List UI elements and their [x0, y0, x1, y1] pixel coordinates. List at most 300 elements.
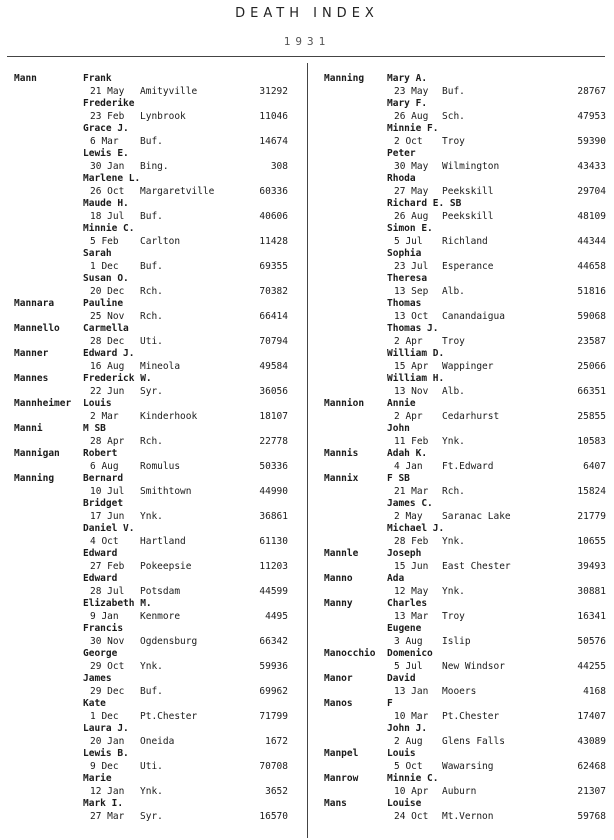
given-name: Mark I. [83, 798, 124, 809]
given-name: Kate [83, 698, 106, 709]
death-place: Pokeepsie [140, 560, 192, 572]
entry-name-line [324, 248, 608, 261]
index-entry [324, 373, 608, 398]
index-entry [14, 723, 302, 748]
entry-detail-line [14, 711, 302, 724]
entry-name-line [14, 98, 302, 111]
index-entry [14, 673, 302, 698]
entry-name-line [14, 498, 302, 511]
certificate-number: 22778 [259, 435, 288, 447]
death-place: Lynbrook [140, 110, 186, 122]
death-place: Ogdensburg [140, 635, 198, 647]
given-name: Richard E. SB [387, 198, 462, 209]
certificate-number: 23587 [577, 335, 606, 347]
death-place: Mineola [140, 360, 181, 372]
certificate-number: 1672 [265, 735, 288, 747]
surname: Mannello [14, 323, 60, 334]
index-entry [14, 373, 302, 398]
certificate-number: 44658 [577, 260, 606, 272]
death-place: Kenmore [140, 610, 181, 622]
surname: Mannix [324, 473, 359, 484]
certificate-number: 14674 [259, 135, 288, 147]
index-entry [14, 73, 302, 98]
given-name: Frank [83, 73, 112, 84]
certificate-number: 6407 [583, 460, 606, 472]
death-place: Pt.Chester [442, 710, 500, 722]
given-name: Elizabeth M. [83, 598, 152, 609]
index-entry [324, 398, 608, 423]
death-place: Uti. [140, 335, 163, 347]
death-place: Cedarhurst [442, 410, 500, 422]
death-place: Ynk. [140, 660, 163, 672]
entry-detail-line [14, 811, 302, 824]
death-place: Saranac Lake [442, 510, 511, 522]
given-name: M SB [83, 423, 106, 434]
death-date: 26 Oct [90, 185, 125, 197]
surname: Mannigan [14, 448, 60, 459]
entry-name-line [14, 173, 302, 186]
death-place: Troy [442, 135, 465, 147]
entry-detail-line [324, 561, 608, 574]
death-place: Rch. [442, 485, 465, 497]
entry-detail-line [324, 761, 608, 774]
certificate-number: 29704 [577, 185, 606, 197]
entry-detail-line [324, 386, 608, 399]
given-name: Minnie F. [387, 123, 439, 134]
index-entry [324, 698, 608, 723]
given-name: Louis [83, 398, 112, 409]
index-entry [14, 123, 302, 148]
certificate-number: 44255 [577, 660, 606, 672]
given-name: Sophia [387, 248, 422, 259]
certificate-number: 40606 [259, 210, 288, 222]
death-date: 10 Apr [394, 785, 429, 797]
entry-name-line [324, 698, 608, 711]
entry-name-line [14, 623, 302, 636]
death-place: Rch. [140, 435, 163, 447]
death-place: Pt.Chester [140, 710, 198, 722]
certificate-number: 60336 [259, 185, 288, 197]
certificate-number: 44990 [259, 485, 288, 497]
certificate-number: 43089 [577, 735, 606, 747]
death-place: Carlton [140, 235, 181, 247]
certificate-number: 4495 [265, 610, 288, 622]
given-name: Mary F. [387, 98, 428, 109]
entry-detail-line [14, 211, 302, 224]
death-date: 9 Jan [90, 610, 119, 622]
death-date: 20 Jan [90, 735, 125, 747]
surname: Manos [324, 698, 353, 709]
death-date: 13 Jan [394, 685, 429, 697]
given-name: Robert [83, 448, 118, 459]
death-date: 27 Feb [90, 560, 125, 572]
death-date: 26 Aug [394, 210, 429, 222]
entry-name-line [324, 373, 608, 386]
death-place: Buf. [140, 260, 163, 272]
entry-name-line [324, 798, 608, 811]
entry-name-line [324, 623, 608, 636]
death-date: 5 Oct [394, 760, 423, 772]
certificate-number: 70794 [259, 335, 288, 347]
certificate-number: 36056 [259, 385, 288, 397]
entry-name-line [14, 723, 302, 736]
death-place: Oneida [140, 735, 175, 747]
death-date: 13 Nov [394, 385, 429, 397]
death-place: Peekskill [442, 210, 494, 222]
entry-name-line [324, 123, 608, 136]
index-entry [324, 598, 608, 623]
given-name: Daniel V. [83, 523, 135, 534]
given-name: Simon E. [387, 223, 433, 234]
entry-detail-line [324, 261, 608, 274]
given-name: Eugene [387, 623, 422, 634]
entry-name-line [14, 198, 302, 211]
entry-name-line [324, 273, 608, 286]
left-column [14, 73, 302, 823]
entry-detail-line [14, 86, 302, 99]
death-place: Mt.Vernon [442, 810, 494, 822]
death-place: East Chester [442, 560, 511, 572]
given-name: Frederike [83, 98, 135, 109]
given-name: Peter [387, 148, 416, 159]
entry-detail-line [14, 761, 302, 774]
entry-name-line [324, 348, 608, 361]
index-entry [14, 323, 302, 348]
surname: Manni [14, 423, 43, 434]
certificate-number: 17407 [577, 710, 606, 722]
entry-detail-line [14, 561, 302, 574]
death-place: Islip [442, 635, 471, 647]
index-entry [14, 648, 302, 673]
death-date: 12 May [394, 585, 429, 597]
entry-name-line [14, 673, 302, 686]
index-entry [324, 348, 608, 373]
index-entry [324, 98, 608, 123]
entry-detail-line [14, 236, 302, 249]
entry-detail-line [324, 711, 608, 724]
surname: Manny [324, 598, 353, 609]
given-name: Joseph [387, 548, 422, 559]
entry-detail-line [14, 311, 302, 324]
entry-detail-line [14, 111, 302, 124]
entry-name-line [14, 748, 302, 761]
certificate-number: 44599 [259, 585, 288, 597]
entry-name-line [14, 273, 302, 286]
entry-detail-line [14, 436, 302, 449]
death-place: Syr. [140, 810, 163, 822]
entry-name-line [324, 548, 608, 561]
index-entry [14, 348, 302, 373]
entry-detail-line [14, 386, 302, 399]
given-name: Rhoda [387, 173, 416, 184]
death-date: 1 Dec [90, 260, 119, 272]
index-entry [324, 498, 608, 523]
death-date: 27 May [394, 185, 429, 197]
index-entry [324, 473, 608, 498]
index-entry [14, 298, 302, 323]
death-date: 29 Oct [90, 660, 125, 672]
index-entry [324, 673, 608, 698]
death-place: Potsdam [140, 585, 181, 597]
death-date: 18 Jul [90, 210, 125, 222]
index-year: 1931 [283, 35, 331, 48]
death-date: 2 Apr [394, 335, 423, 347]
entry-detail-line [324, 511, 608, 524]
death-date: 5 Jul [394, 235, 423, 247]
surname: Manning [324, 73, 365, 84]
entry-detail-line [14, 186, 302, 199]
certificate-number: 49584 [259, 360, 288, 372]
death-date: 24 Oct [394, 810, 429, 822]
death-place: Troy [442, 335, 465, 347]
death-date: 2 Oct [394, 135, 423, 147]
index-entry [324, 548, 608, 573]
entry-detail-line [324, 636, 608, 649]
certificate-number: 66414 [259, 310, 288, 322]
entry-name-line [324, 573, 608, 586]
index-entry [14, 423, 302, 448]
given-name: Michael J. [387, 523, 445, 534]
death-place: Ynk. [442, 535, 465, 547]
given-name: F [387, 698, 393, 709]
death-date: 5 Jul [394, 660, 423, 672]
certificate-number: 36861 [259, 510, 288, 522]
entry-detail-line [324, 586, 608, 599]
entry-name-line [14, 373, 302, 386]
index-entry [14, 773, 302, 798]
given-name: Adah K. [387, 448, 428, 459]
given-name: Francis [83, 623, 124, 634]
death-place: New Windsor [442, 660, 505, 672]
certificate-number: 69355 [259, 260, 288, 272]
entry-detail-line [324, 736, 608, 749]
index-entry [324, 523, 608, 548]
entry-name-line [14, 598, 302, 611]
death-date: 5 Feb [90, 235, 119, 247]
given-name: Bernard [83, 473, 124, 484]
entry-name-line [14, 773, 302, 786]
death-place: Glens Falls [442, 735, 505, 747]
entry-name-line [324, 98, 608, 111]
certificate-number: 16570 [259, 810, 288, 822]
entry-name-line [324, 598, 608, 611]
index-entry [14, 223, 302, 248]
death-date: 15 Jun [394, 560, 429, 572]
death-date: 13 Mar [394, 610, 429, 622]
entry-detail-line [14, 336, 302, 349]
surname: Manno [324, 573, 353, 584]
certificate-number: 44344 [577, 235, 606, 247]
death-place: Esperance [442, 260, 494, 272]
entry-name-line [324, 298, 608, 311]
certificate-number: 4168 [583, 685, 606, 697]
death-date: 2 May [394, 510, 423, 522]
death-date: 26 Aug [394, 110, 429, 122]
entry-detail-line [14, 461, 302, 474]
entry-name-line [324, 773, 608, 786]
index-entry [324, 298, 608, 323]
certificate-number: 21779 [577, 510, 606, 522]
entry-name-line [14, 573, 302, 586]
death-date: 29 Dec [90, 685, 125, 697]
index-entry [14, 448, 302, 473]
entry-detail-line [14, 286, 302, 299]
entry-name-line [324, 398, 608, 411]
death-date: 22 Jun [90, 385, 125, 397]
given-name: Edward [83, 548, 118, 559]
certificate-number: 70708 [259, 760, 288, 772]
index-entry [324, 423, 608, 448]
certificate-number: 39493 [577, 560, 606, 572]
surname: Manor [324, 673, 353, 684]
death-place: Smithtown [140, 485, 192, 497]
right-column [324, 73, 608, 823]
entry-detail-line [14, 636, 302, 649]
index-entry [324, 623, 608, 648]
entry-name-line [324, 73, 608, 86]
death-date: 4 Jan [394, 460, 423, 472]
death-date: 23 May [394, 85, 429, 97]
index-entry [324, 648, 608, 673]
death-date: 3 Aug [394, 635, 423, 647]
entry-detail-line [324, 286, 608, 299]
death-date: 12 Jan [90, 785, 125, 797]
death-place: Romulus [140, 460, 181, 472]
entry-name-line [14, 223, 302, 236]
death-date: 28 Feb [394, 535, 429, 547]
death-date: 25 Nov [90, 310, 125, 322]
certificate-number: 28767 [577, 85, 606, 97]
index-entry [14, 548, 302, 573]
death-place: Buf. [140, 685, 163, 697]
certificate-number: 3652 [265, 785, 288, 797]
death-place: Buf. [442, 85, 465, 97]
certificate-number: 50336 [259, 460, 288, 472]
death-place: Amityville [140, 85, 198, 97]
entry-name-line [324, 748, 608, 761]
index-entry [324, 323, 608, 348]
index-entry [14, 623, 302, 648]
given-name: Susan O. [83, 273, 129, 284]
certificate-number: 21307 [577, 785, 606, 797]
index-entry [14, 173, 302, 198]
death-date: 10 Jul [90, 485, 125, 497]
entry-detail-line [14, 786, 302, 799]
given-name: Maude H. [83, 198, 129, 209]
death-date: 15 Apr [394, 360, 429, 372]
certificate-number: 25855 [577, 410, 606, 422]
entry-detail-line [324, 161, 608, 174]
death-place: Ynk. [140, 510, 163, 522]
entry-name-line [14, 473, 302, 486]
given-name: Marie [83, 773, 112, 784]
entry-name-line [14, 548, 302, 561]
index-entry [324, 148, 608, 173]
entry-detail-line [14, 486, 302, 499]
certificate-number: 51816 [577, 285, 606, 297]
entry-name-line [324, 723, 608, 736]
index-entry [14, 798, 302, 823]
entry-detail-line [324, 311, 608, 324]
entry-name-line [324, 423, 608, 436]
death-date: 2 Aug [394, 735, 423, 747]
index-entry [324, 273, 608, 298]
surname: Manner [14, 348, 49, 359]
given-name: David [387, 673, 416, 684]
death-date: 30 May [394, 160, 429, 172]
index-entry [14, 598, 302, 623]
certificate-number: 70382 [259, 285, 288, 297]
certificate-number: 18107 [259, 410, 288, 422]
death-place: Margaretville [140, 185, 215, 197]
death-date: 11 Feb [394, 435, 429, 447]
death-place: Rch. [140, 285, 163, 297]
given-name: Frederick W. [83, 373, 152, 384]
certificate-number: 66351 [577, 385, 606, 397]
certificate-number: 71799 [259, 710, 288, 722]
entry-name-line [324, 473, 608, 486]
index-entry [324, 748, 608, 773]
entry-name-line [324, 173, 608, 186]
given-name: Ada [387, 573, 405, 584]
entry-detail-line [324, 361, 608, 374]
entry-detail-line [14, 161, 302, 174]
death-date: 2 Mar [90, 410, 119, 422]
death-place: Peekskill [442, 185, 494, 197]
surname: Mannheimer [14, 398, 72, 409]
certificate-number: 47953 [577, 110, 606, 122]
given-name: Annie [387, 398, 416, 409]
certificate-number: 59768 [577, 810, 606, 822]
death-date: 2 Apr [394, 410, 423, 422]
given-name: Theresa [387, 273, 428, 284]
certificate-number: 308 [270, 160, 288, 172]
entry-detail-line [324, 686, 608, 699]
entry-name-line [324, 198, 608, 211]
surname: Mann [14, 73, 37, 84]
index-entry [14, 748, 302, 773]
index-entry [14, 573, 302, 598]
index-entry [14, 98, 302, 123]
given-name: Carmella [83, 323, 129, 334]
given-name: James [83, 673, 112, 684]
death-place: Canandaigua [442, 310, 505, 322]
entry-detail-line [14, 736, 302, 749]
given-name: James C. [387, 498, 433, 509]
entry-name-line [14, 298, 302, 311]
entry-detail-line [14, 686, 302, 699]
given-name: Charles [387, 598, 428, 609]
death-date: 30 Nov [90, 635, 125, 647]
index-entry [324, 223, 608, 248]
entry-name-line [324, 648, 608, 661]
entry-detail-line [324, 236, 608, 249]
index-entry [14, 523, 302, 548]
given-name: Lewis B. [83, 748, 129, 759]
death-date: 21 May [90, 85, 125, 97]
certificate-number: 10583 [577, 435, 606, 447]
death-place: Ynk. [442, 435, 465, 447]
given-name: John J. [387, 723, 428, 734]
certificate-number: 59390 [577, 135, 606, 147]
surname: Mans [324, 798, 347, 809]
index-entry [14, 273, 302, 298]
death-date: 28 Dec [90, 335, 125, 347]
certificate-number: 11428 [259, 235, 288, 247]
death-place: Alb. [442, 385, 465, 397]
index-entry [14, 248, 302, 273]
certificate-number: 16341 [577, 610, 606, 622]
